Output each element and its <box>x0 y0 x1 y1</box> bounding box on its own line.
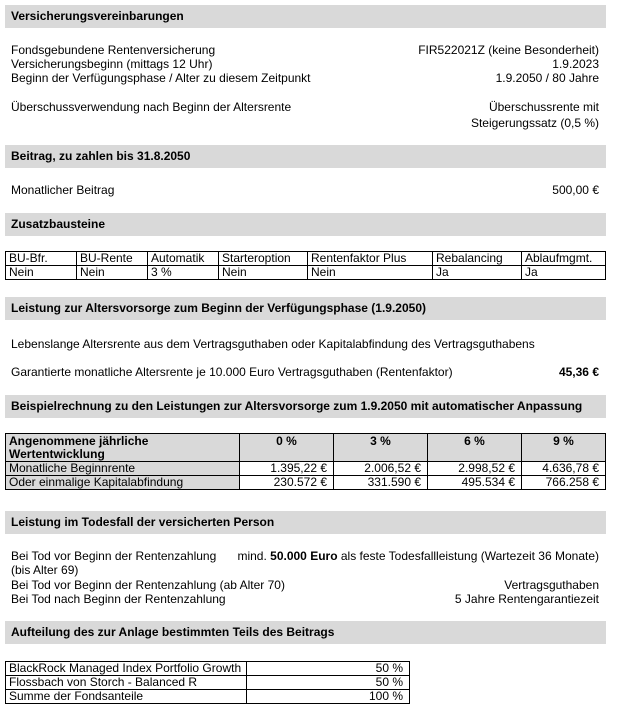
vereinbarung-value-1: FIR522021Z (keine Besonderheit) <box>418 43 599 57</box>
zusatz-col-starteroption: Starteroption <box>219 252 308 266</box>
tod-value-1-amount: 50.000 Euro <box>270 549 338 563</box>
beispiel-cell: 230.572 € <box>240 476 334 490</box>
ueberschuss-label: Überschussverwendung nach Beginn der Altersrente <box>11 100 292 114</box>
section-header-aufteilung: Aufteilung des zur Anlage bestimmten Teils des Beitrags <box>5 621 606 644</box>
section-header-beitrag: Beitrag, zu zahlen bis 31.8.2050 <box>5 145 606 168</box>
zusatzbausteine-table <box>5 251 606 280</box>
zusatz-val-automatik: 3 % <box>148 266 219 280</box>
beispiel-col-9: 9 % <box>522 434 606 462</box>
zusatz-val-bu-rente: Nein <box>77 266 148 280</box>
zusatz-col-ablaufmgmt: Ablaufmgmt. <box>522 252 606 266</box>
zusatz-col-rentenfaktor-plus: Rentenfaktor Plus <box>308 252 433 266</box>
zusatz-col-bu-bfr: BU-Bfr. <box>6 252 77 266</box>
tod-label-3: Bei Tod nach Beginn der Rentenzahlung <box>11 592 226 606</box>
vereinbarung-value-2: 1.9.2023 <box>552 57 599 71</box>
tod-value-3: 5 Jahre Rentengarantiezeit <box>454 592 599 606</box>
section-header-leistung: Leistung zur Altersvorsorge zum Beginn der Verfügungsphase (1.9.2050) <box>5 297 606 320</box>
tod-value-1 <box>237 549 599 563</box>
zusatz-val-bu-bfr: Nein <box>6 266 77 280</box>
vereinbarung-value-3: 1.9.2050 / 80 Jahre <box>495 71 599 85</box>
ueberschuss-value-line2: Steigerungssatz (0,5 %) <box>470 116 599 130</box>
zusatz-val-ablaufmgmt: Ja <box>522 266 606 280</box>
tod-label-1: Bei Tod vor Beginn der Rentenzahlung <box>11 549 217 563</box>
vereinbarung-label-3: Beginn der Verfügungsphase / Alter zu diesem Zeitpunkt <box>11 71 311 85</box>
section-header-vereinbarungen: Versicherungsvereinbarungen <box>5 5 606 28</box>
section-header-beispielrechnung: Beispielrechnung zu den Leistungen zur Altersvorsorge zum 1.9.2050 mit automatischer Anpassung <box>5 395 606 418</box>
tod-label-1b: (bis Alter 69) <box>11 563 79 577</box>
beispiel-cell: 331.590 € <box>334 476 428 490</box>
beispiel-cell: 2.006,52 € <box>334 462 428 476</box>
beispiel-cell: 2.998,52 € <box>428 462 522 476</box>
beitrag-value: 500,00 € <box>552 183 599 197</box>
zusatz-col-automatik: Automatik <box>148 252 219 266</box>
zusatzbausteine-value-row <box>6 266 606 280</box>
fonds-share: 50 % <box>247 676 410 690</box>
fonds-name: Flossbach von Storch - Balanced R <box>6 676 247 690</box>
garantie-value: 45,36 € <box>558 365 599 379</box>
zusatz-val-rebalancing: Ja <box>433 266 522 280</box>
leistung-text: Lebenslange Altersrente aus dem Vertragsguthaben oder Kapitalabfindung des Vertragsguthabens <box>11 337 535 351</box>
tod-value-1-pre: mind. <box>237 549 271 563</box>
tod-value-2: Vertragsguthaben <box>504 578 599 592</box>
ueberschuss-value-line1: Überschussrente mit <box>488 100 599 114</box>
fonds-sum-label: Summe der Fondsanteile <box>6 690 247 704</box>
zusatz-col-bu-rente: BU-Rente <box>77 252 148 266</box>
tod-value-1-post: als feste Todesfallleistung (Wartezeit 36 Monate) <box>337 549 599 563</box>
section-header-todesfall: Leistung im Todesfall der versicherten Person <box>5 511 606 534</box>
beispiel-col-6: 6 % <box>428 434 522 462</box>
vereinbarung-label-1: Fondsgebundene Rentenversicherung <box>11 43 216 57</box>
table-row <box>6 462 606 476</box>
vereinbarung-label-2: Versicherungsbeginn (mittags 12 Uhr) <box>11 57 213 71</box>
table-row <box>6 690 410 704</box>
zusatzbausteine-header-row <box>6 252 606 266</box>
fonds-name: BlackRock Managed Index Portfolio Growth <box>6 662 247 676</box>
beispiel-cell: 766.258 € <box>522 476 606 490</box>
beispielrechnung-table <box>5 433 606 490</box>
beispiel-cell: 1.395,22 € <box>240 462 334 476</box>
beispiel-col-0: 0 % <box>240 434 334 462</box>
beispiel-row-label: Monatliche Beginnrente <box>6 462 240 476</box>
garantie-label: Garantierte monatliche Altersrente je 10.000 Euro Vertragsguthaben (Rentenfaktor) <box>11 365 453 379</box>
tod-label-2: Bei Tod vor Beginn der Rentenzahlung (ab Alter 70) <box>11 578 285 592</box>
fonds-share: 50 % <box>247 662 410 676</box>
beispiel-row-label: Oder einmalige Kapitalabfindung <box>6 476 240 490</box>
beitrag-label: Monatlicher Beitrag <box>11 183 115 197</box>
table-row <box>6 476 606 490</box>
zusatz-val-rentenfaktor-plus: Nein <box>308 266 433 280</box>
table-row <box>6 662 410 676</box>
beispiel-cell: 495.534 € <box>428 476 522 490</box>
section-header-zusatzbausteine: Zusatzbausteine <box>5 213 606 236</box>
zusatz-col-rebalancing: Rebalancing <box>433 252 522 266</box>
beispiel-header-row <box>6 434 606 462</box>
fonds-sum-share: 100 % <box>247 690 410 704</box>
beispiel-cell: 4.636,78 € <box>522 462 606 476</box>
beispiel-col-label: Angenommene jährliche Wertentwicklung <box>6 434 240 462</box>
table-row <box>6 676 410 690</box>
fonds-table <box>5 661 410 704</box>
beispiel-col-3: 3 % <box>334 434 428 462</box>
zusatz-val-starteroption: Nein <box>219 266 308 280</box>
